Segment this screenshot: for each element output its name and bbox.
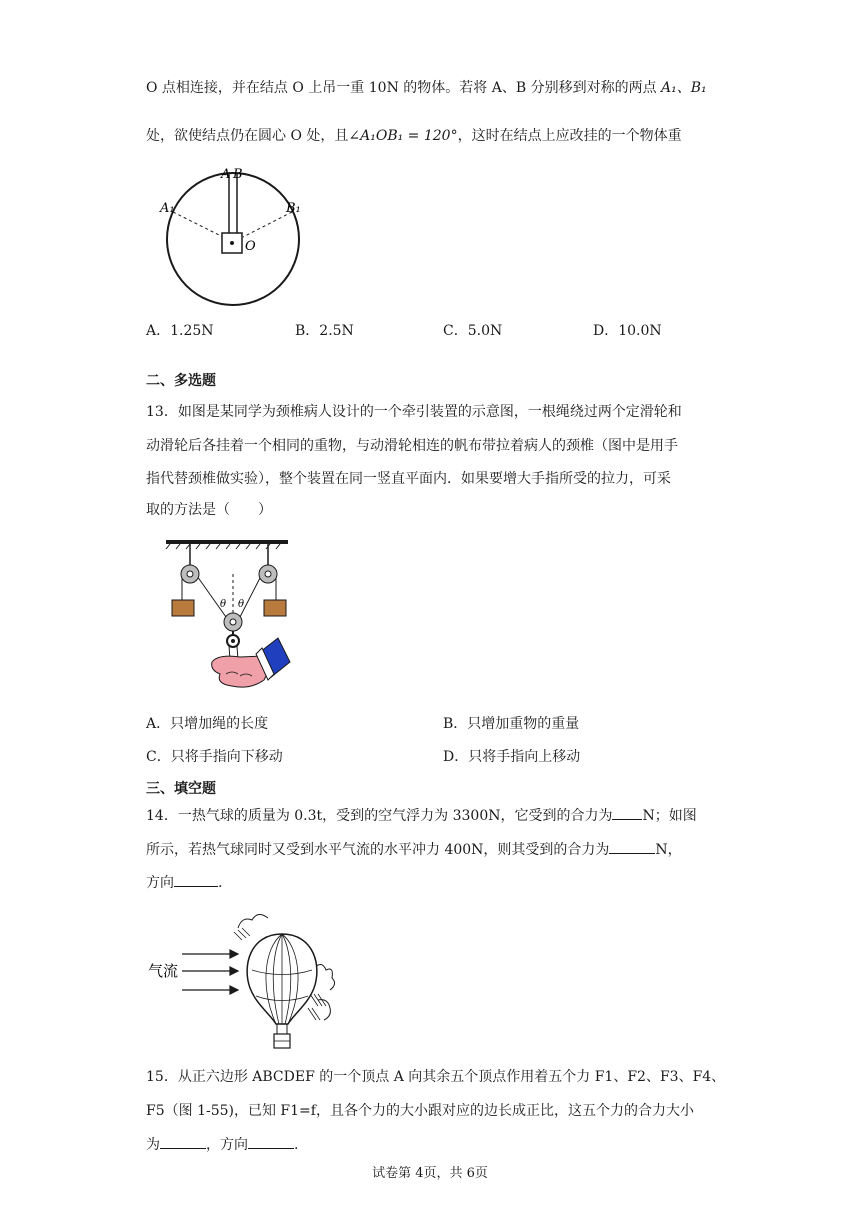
- airflow-arrows: [182, 950, 238, 994]
- q13-line2: 动滑轮后各挂着一个相同的重物，与动滑轮相连的帆布带拉着病人的颈椎（图中是用手: [146, 438, 678, 454]
- q12-option-d: D．10.0N: [593, 323, 662, 339]
- q14-balloon-figure: [146, 908, 356, 1056]
- ceiling: [166, 540, 288, 544]
- q13-line3: 指代替颈椎做实验），整个装置在同一竖直平面内．如果要增大手指所受的拉力，可采: [146, 471, 671, 487]
- q14-line1: 14．一热气球的质量为 0.3t，受到的空气浮力为 3300N，它受到的合力为 N；如图: [146, 805, 716, 826]
- q12-circle-figure: [150, 160, 320, 310]
- q12-line2: 处，欲使结点仍在圆心 O 处，且∠A₁OB₁ = 120°，这时在结点上应改挂的一个物体重: [146, 128, 682, 144]
- q13-option-d: D．只将手指向上移动: [443, 749, 581, 765]
- cloud-top: [238, 914, 268, 928]
- theta-left: θ: [220, 599, 227, 610]
- q12-option-b: B．2.5N: [295, 323, 354, 339]
- q12-option-a: A．1.25N: [146, 323, 214, 339]
- label-a1: A₁: [160, 201, 175, 216]
- theta-right: θ: [238, 599, 245, 610]
- q15-line3: 为 ，方向 .: [146, 1134, 716, 1155]
- section-title-multi-choice: 二、多选题: [146, 373, 216, 389]
- q14-blank-3[interactable]: [174, 872, 218, 887]
- q13-line4: 取的方法是（ ）: [146, 502, 272, 518]
- q14-blank-2[interactable]: [609, 839, 655, 854]
- dashed-a1: [173, 212, 223, 237]
- q15-line2: F5（图 1-55)，已知 F1=f，且各个力的大小跟对应的边长成正比，这五个力的合力大小: [146, 1103, 694, 1119]
- page-footer: 试卷第 4页，共 6页: [372, 1166, 488, 1181]
- q15-blank-1[interactable]: [160, 1134, 206, 1149]
- q13-option-a: A．只增加绳的长度: [146, 716, 269, 732]
- section-title-fill-blank: 三、填空题: [146, 781, 216, 797]
- label-b: B: [233, 167, 243, 182]
- q13-option-b: B．只增加重物的重量: [443, 716, 580, 732]
- q12-points: A₁、B₁: [661, 80, 707, 96]
- label-a: A: [221, 167, 231, 182]
- q12-option-c: C．5.0N: [443, 323, 503, 339]
- q13-option-c: C．只将手指向下移动: [146, 749, 283, 765]
- airflow-label: 气流: [148, 962, 179, 980]
- q14-line3: 方向 .: [146, 872, 716, 893]
- q15-blank-2[interactable]: [248, 1134, 294, 1149]
- weight-right: [264, 600, 286, 616]
- q12-angle: ∠A₁OB₁ = 120°: [348, 128, 458, 144]
- center-dot: [230, 241, 234, 245]
- q15-line1: 15．从正六边形 ABCDEF 的一个顶点 A 向其余五个顶点作用着五个力 F1、F2、F3、F4、: [146, 1069, 726, 1085]
- q13-pulley-figure: [160, 534, 310, 694]
- label-o: O: [245, 239, 256, 254]
- q14-line2: 所示，若热气球同时又受到水平气流的水平冲力 400N，则其受到的合力为 N，: [146, 839, 716, 860]
- label-b1: B₁: [286, 201, 301, 216]
- q14-blank-1[interactable]: [612, 805, 642, 820]
- q12-line1: O 点相连接，并在结点 O 上吊一重 10N 的物体。若将 A、B 分别移到对称的两点 A₁、B₁: [146, 80, 707, 96]
- q13-line1: 13．如图是某同学为颈椎病人设计的一个牵引装置的示意图，一根绳绕过两个定滑轮和: [146, 404, 682, 420]
- dashed-b1: [243, 212, 292, 237]
- weight-left: [172, 600, 194, 616]
